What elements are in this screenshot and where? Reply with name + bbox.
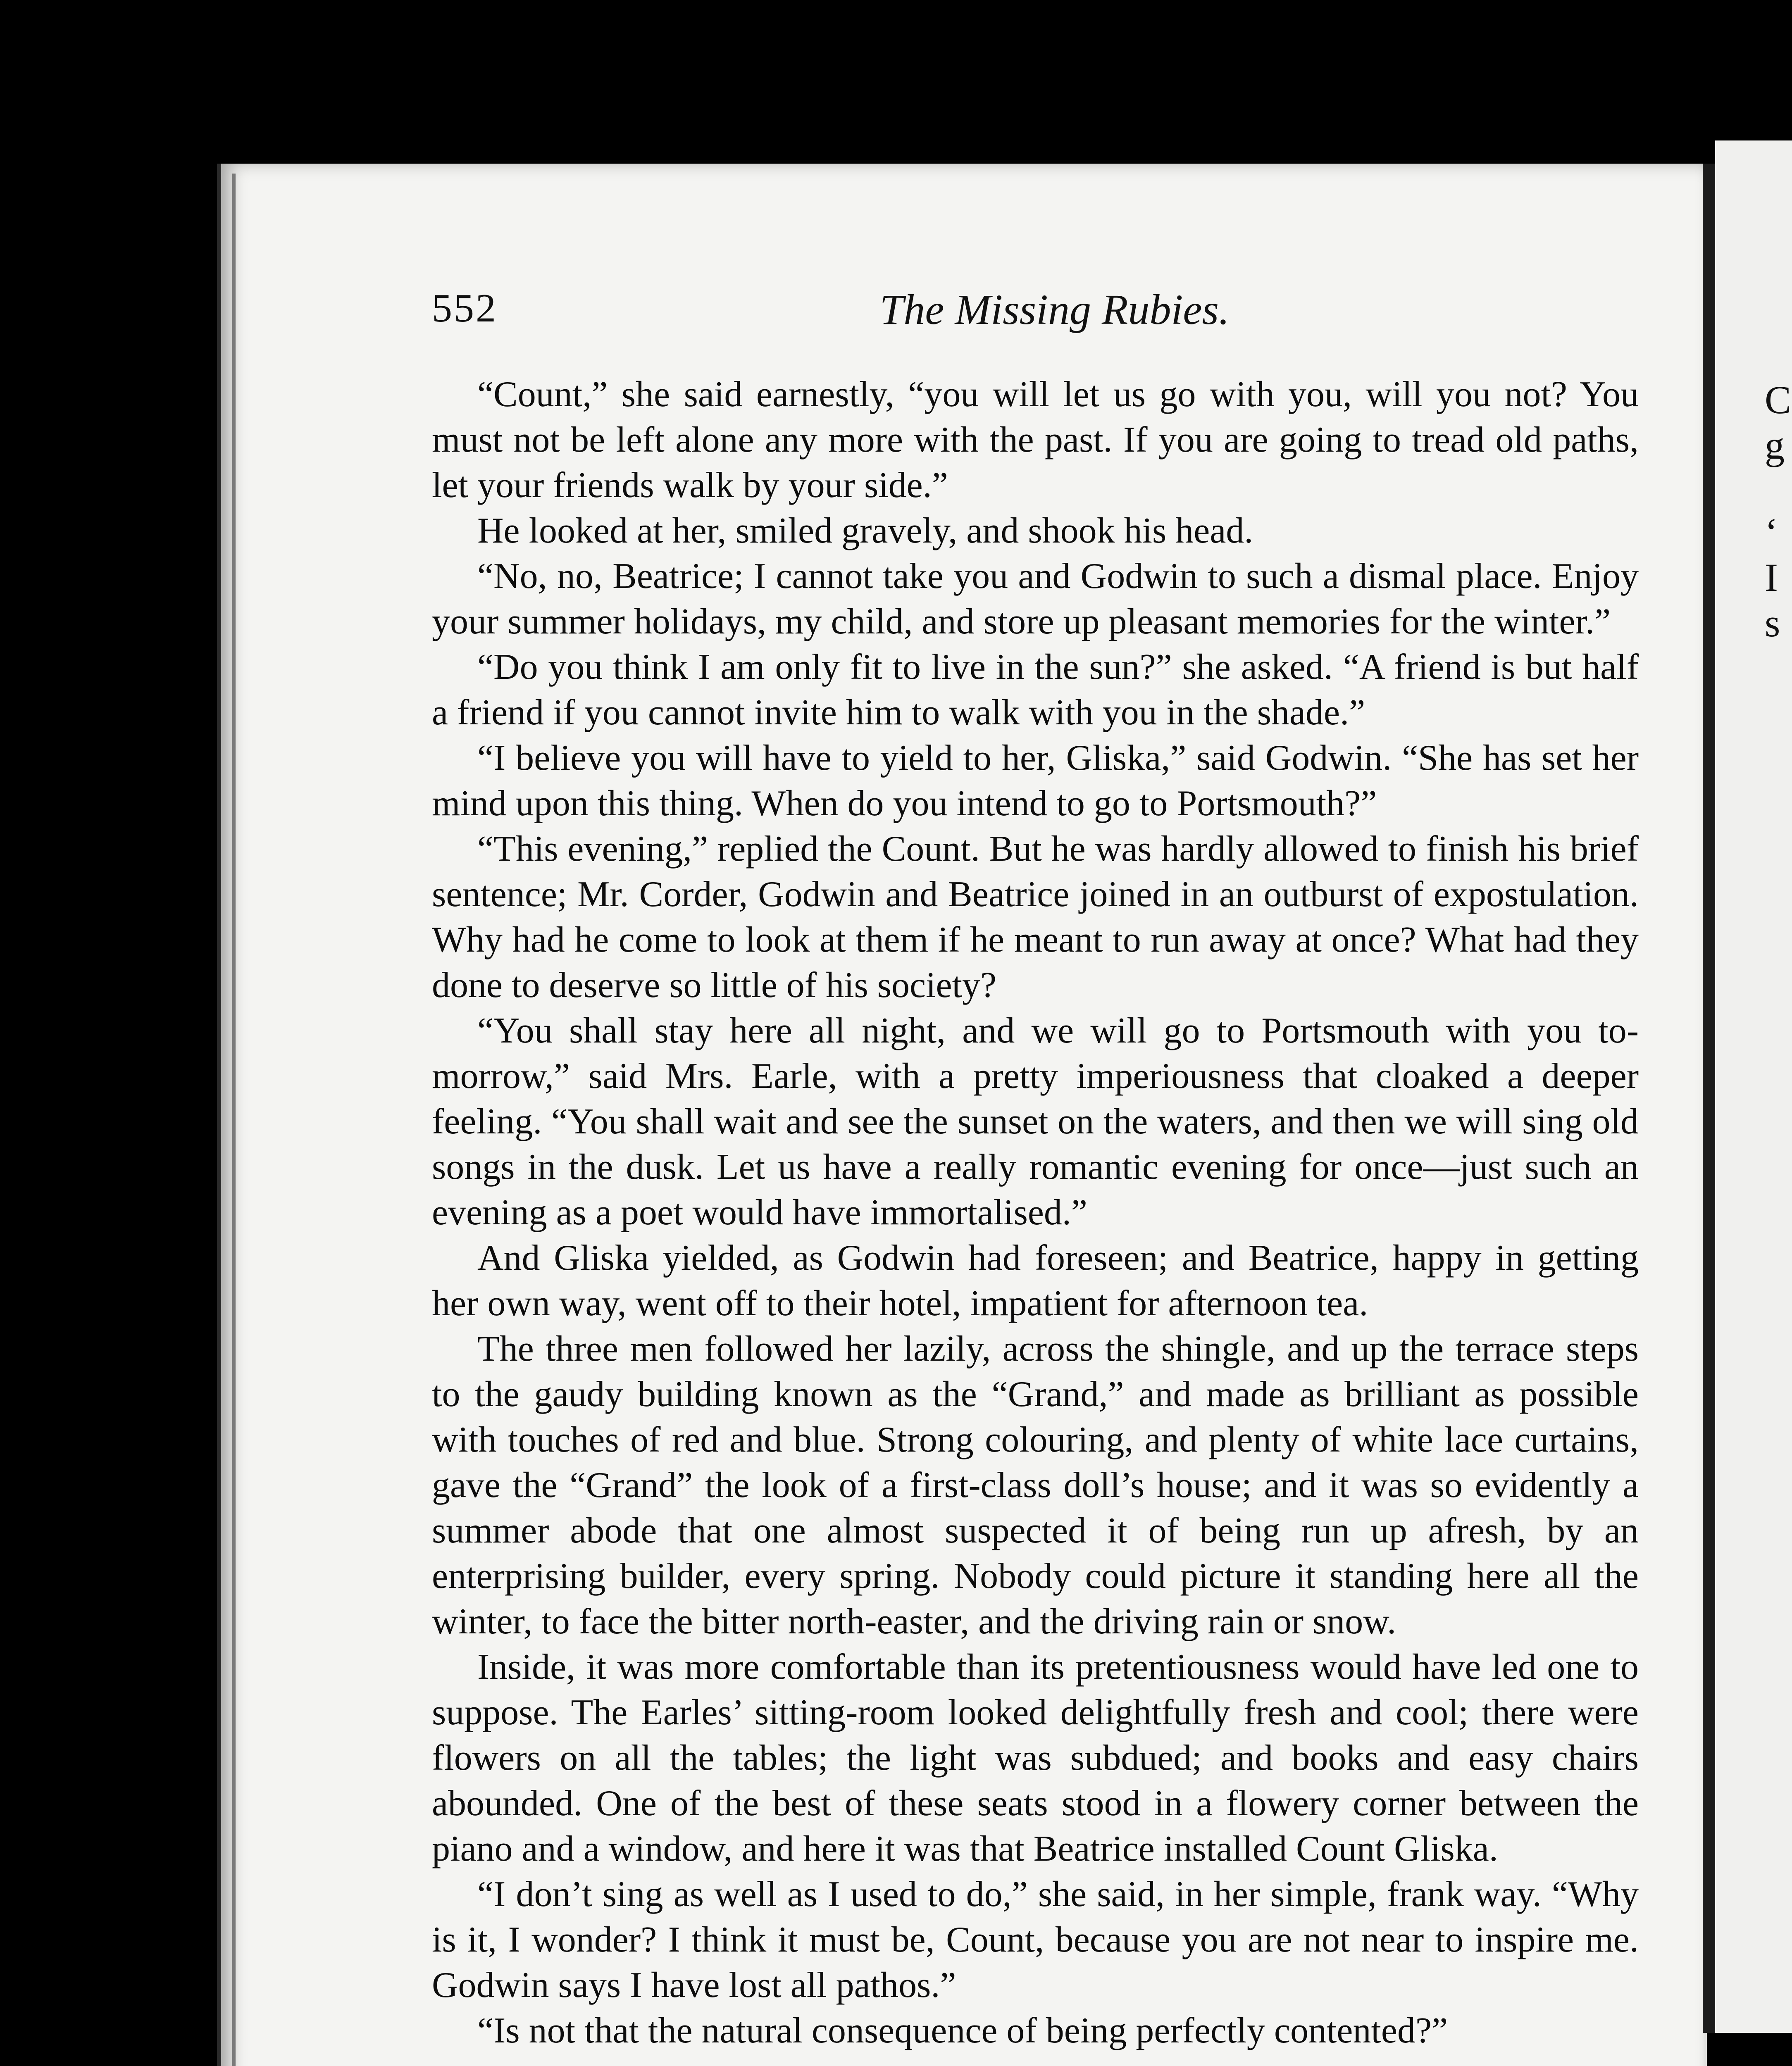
body-text — [432, 372, 1639, 2054]
page-edge-shadow — [232, 174, 236, 2066]
facing-page-fragment: ‘ — [1765, 510, 1778, 554]
paragraph: “No, no, Beatrice; I cannot take you and Godwin to such a dismal place. Enjoy your summer holidays, my child, and store up pleasant memories for the winter.” — [432, 556, 1639, 642]
facing-page-fragment: C — [1765, 378, 1792, 422]
facing-page-fragment: g — [1765, 423, 1785, 467]
paragraph: He looked at her, smiled gravely, and shook his head. — [477, 511, 1253, 551]
paragraph: “I don’t sing as well as I used to do,” she said, in her simple, frank way. “Why is it, I wonder? I think it must be, Count, because you are not near to inspire me. Godwin says I have lost all pathos.” — [432, 1874, 1639, 2005]
paragraph: “You shall stay here all night, and we will go to Portsmouth with you to-morrow,” said Mrs. Earle, with a pretty imperiousness that cloaked a deeper feeling. “You shall wait and see the sunset on the waters, and then we will sing old songs in the dusk. Let us have a really romantic evening for once—just such an evening as a poet would have immortalised.” — [432, 1011, 1639, 1233]
paragraph: “Count,” she said earnestly, “you will let us go with you, will you not? You must not be left alone any more with the past. If you are going to tread old paths, let your friends walk by your side.” — [432, 374, 1639, 505]
page-number: 552 — [432, 286, 498, 331]
book-gutter — [1703, 164, 1715, 2033]
paragraph: The three men followed her lazily, across the shingle, and up the terrace steps to the gaudy building known as the “Grand,” and made as brilliant as possible with touches of red and blue. Strong colouring, and plenty of white lace curtains, gave the “Grand” the look of a first-class doll’s house; and it was so evidently a summer abode that one almost suspected it of being run up afresh, by an enterprising builder, every spring. Nobody could picture it standing here all the winter, to face the bitter north-easter, and the driving rain or snow. — [432, 1329, 1639, 1642]
paragraph: “I believe you will have to yield to her, Gliska,” said Godwin. “She has set her mind upon this thing. When do you intend to go to Portsmouth?” — [432, 738, 1639, 824]
paragraph: Inside, it was more comfortable than its pretentiousness would have led one to suppose. The Earles’ sitting-room looked delightfully fresh and cool; there were flowers on all the tables; the light was subdued; and books and easy chairs abounded. One of the best of these seats stood in a flowery corner between the piano and a window, and here it was that Beatrice installed Count Gliska. — [432, 1647, 1639, 1869]
paragraph: “Do you think I am only fit to live in the sun?” she asked. “A friend is but half a friend if you cannot invite him to walk with you in the shade.” — [432, 647, 1639, 733]
facing-page-fragment: I — [1765, 555, 1778, 600]
paragraph: “Is not that the natural consequence of being perfectly contented?” — [477, 2011, 1448, 2051]
paragraph: And Gliska yielded, as Godwin had foreseen; and Beatrice, happy in getting her own way, went off to their hotel, impatient for afternoon tea. — [432, 1238, 1639, 1323]
running-title: The Missing Rubies. — [879, 286, 1230, 333]
facing-page-fragment: s — [1765, 601, 1780, 645]
page-header — [432, 285, 1672, 339]
paragraph: “This evening,” replied the Count. But he was hardly allowed to finish his brief sentence; Mr. Corder, Godwin and Beatrice joined in an outburst of expostulation. Why had he come to look at them if he meant to run away at once? What had they done to deserve so little of his society? — [432, 829, 1639, 1005]
facing-page-edge — [1715, 140, 1792, 2033]
